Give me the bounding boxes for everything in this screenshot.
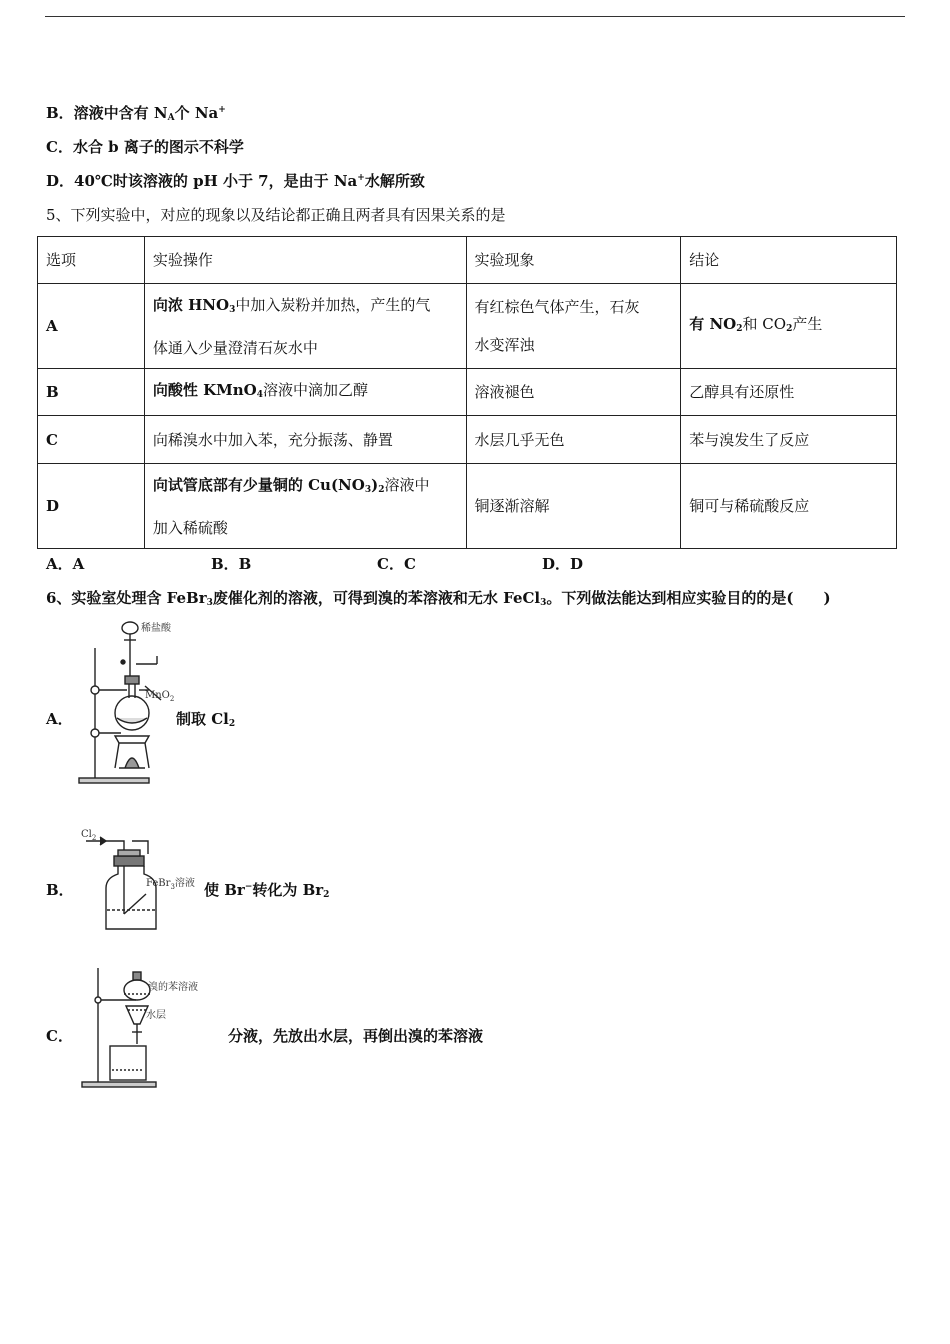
header-operation: 实验操作 — [144, 237, 466, 284]
header-phenomenon: 实验现象 — [466, 237, 681, 284]
q5-answer-b[interactable]: B．B — [211, 555, 252, 573]
row-b-operation: 向酸性 KMnO$_4$溶液中滴加乙醇 — [144, 369, 466, 416]
row-b-conclusion: 乙醇具有还原性 — [681, 369, 897, 416]
row-c-phenomenon: 水层几乎无色 — [466, 416, 681, 464]
row-a-label: A — [38, 284, 145, 369]
fig-b-gas-label: $Cl_2$ — [81, 829, 97, 842]
q6-option-a-label[interactable]: A． — [46, 710, 73, 728]
q4-option-d: D．40℃时该溶液的 pH 小于 7，是由于 Na+水解所致 — [46, 172, 425, 190]
q5-stem: 5、下列实验中，对应的现象以及结论都正确且两者具有因果关系的是 — [46, 206, 506, 224]
row-d-conclusion: 铜可与稀硫酸反应 — [681, 464, 897, 549]
table-row-b — [38, 369, 897, 416]
q5-answer-d[interactable]: D．D — [542, 555, 584, 573]
q5-answer-a[interactable]: A．A — [46, 555, 85, 573]
gas-washing-bottle-figure — [76, 824, 204, 936]
row-a-phenomenon: 有红棕色气体产生，石灰 水变浑浊 — [466, 284, 681, 369]
header-conclusion: 结论 — [681, 237, 897, 284]
table-header-row — [38, 237, 897, 284]
fig-a-acid-label: 稀盐酸 — [141, 623, 171, 634]
experiment-table — [37, 236, 897, 549]
q6-option-b-label[interactable]: B． — [46, 881, 74, 899]
table-row-a — [38, 284, 897, 369]
q4-option-b: B．溶液中含有 $N_A$个 Na+ — [46, 104, 226, 123]
q4-option-c: C．水合 b 离子的图示不科学 — [46, 138, 244, 156]
table-row-c — [38, 416, 897, 464]
fig-c-organic-label: 溴的苯溶液 — [148, 982, 198, 993]
q6-option-c-label[interactable]: C． — [46, 1027, 73, 1045]
fig-b-solution-label: FeBr$_3$溶液 — [146, 878, 195, 891]
q6-option-b-desc: 使 Br−转化为 $Br_2$ — [204, 881, 330, 900]
row-a-operation: 向浓 $HNO_3$中加入炭粉并加热，产生的气 体通入少量澄清石灰水中 — [144, 284, 466, 369]
fig-a-mno2-label: MnO$_2$ — [145, 690, 175, 703]
fig-c-aqueous-label: 水层 — [146, 1010, 166, 1021]
row-c-conclusion: 苯与溴发生了反应 — [681, 416, 897, 464]
table-row-d — [38, 464, 897, 549]
row-d-phenomenon: 铜逐渐溶解 — [466, 464, 681, 549]
row-b-phenomenon: 溶液褪色 — [466, 369, 681, 416]
header-option: 选项 — [38, 237, 145, 284]
separatory-funnel-figure — [76, 966, 226, 1092]
q5-answer-c[interactable]: C．C — [377, 555, 416, 573]
q6-stem: 6、实验室处理含 FeBr$_3$废催化剂的溶液，可得到溴的苯溶液和无水 FeCl$_3$。下列做法能达到相应实验目的的是( ) — [46, 589, 831, 608]
chlorine-generator-figure — [75, 618, 180, 788]
row-c-label: C — [38, 416, 145, 464]
row-a-conclusion: 有 $NO_2$和 $CO_2$产生 — [681, 284, 897, 369]
q6-option-c-desc: 分液，先放出水层，再倒出溴的苯溶液 — [228, 1027, 484, 1045]
q6-option-a-desc: 制取 $Cl_2$ — [176, 710, 236, 729]
row-b-label: B — [38, 369, 145, 416]
row-c-operation: 向稀溴水中加入苯，充分振荡、静置 — [144, 416, 466, 464]
row-d-label: D — [38, 464, 145, 549]
header-rule — [45, 16, 905, 17]
row-d-operation: 向试管底部有少量铜的 $Cu(NO_3)_2$溶液中 加入稀硫酸 — [144, 464, 466, 549]
